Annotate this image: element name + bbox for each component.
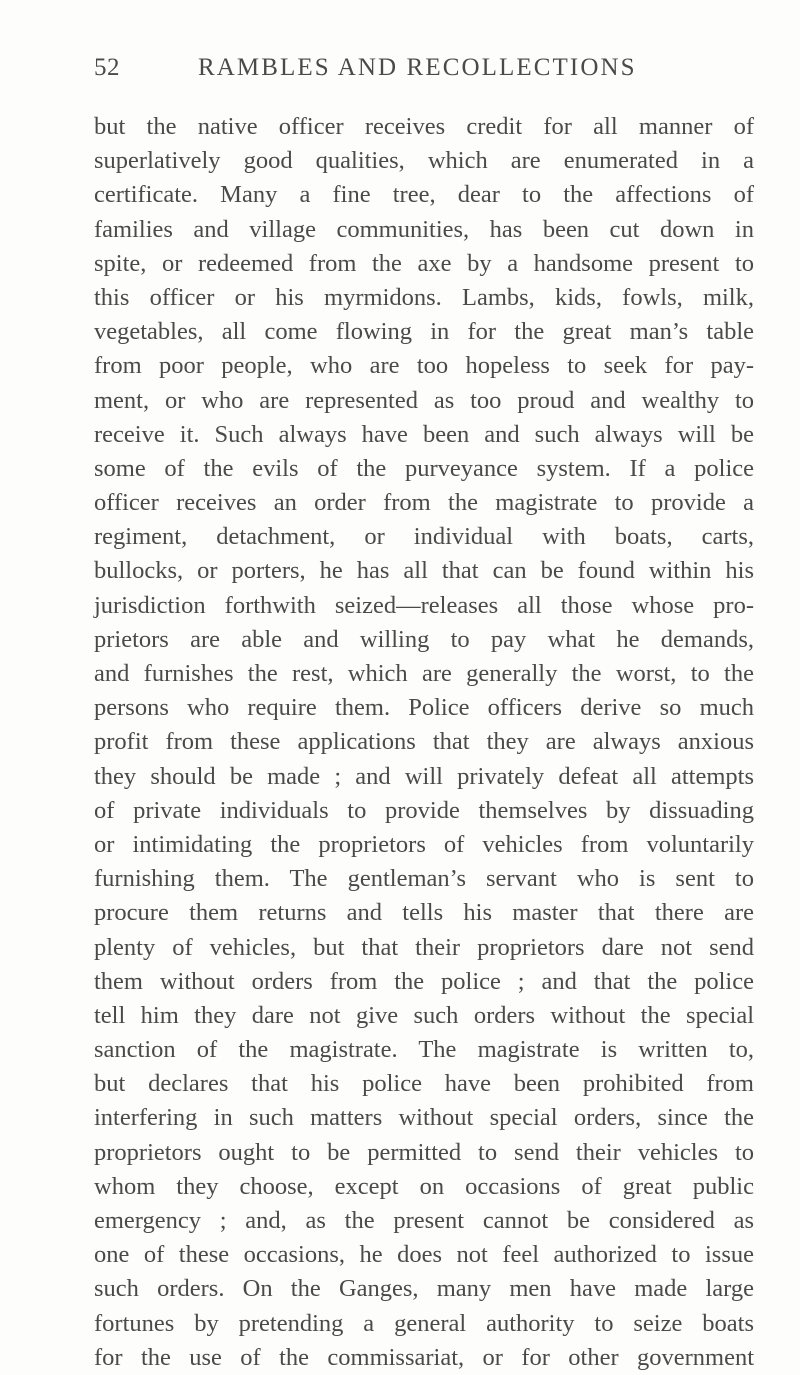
text-line: prietors are able and willing to pay what he demands, (94, 625, 754, 653)
text-line: whom they choose, except on occasions of great public (94, 1172, 754, 1200)
text-line: furnishing them. The gentleman’s servant who is sent to (94, 865, 754, 893)
text-line: from poor people, who are too hopeless to seek for pay- (94, 352, 754, 380)
text-line: fortunes by pretending a general authority to seize boats (94, 1309, 754, 1337)
text-line: regiment, detachment, or individual with boats, carts, (94, 523, 754, 551)
text-line: but the native officer receives credit for all manner of (94, 113, 754, 140)
text-line: and furnishes the rest, which are generally the worst, to the (94, 660, 754, 687)
text-line: emergency ; and, as the present cannot be considered as (94, 1207, 754, 1234)
text-line: one of these occasions, he does not feel authorized to issue (94, 1241, 754, 1269)
text-line: superlatively good qualities, which are enumerated in a (94, 147, 754, 175)
text-line: this officer or his myrmidons. Lambs, kids, fowls, milk, (94, 283, 754, 311)
running-head: RAMBLES AND RECOLLECTIONS (198, 54, 637, 81)
text-line: persons who require them. Police officers derive so much (94, 694, 754, 722)
body-text (94, 110, 754, 1375)
text-line: they should be made ; and will privately defeat all attempts (94, 762, 754, 790)
text-line: officer receives an order from the magistrate to provide a (94, 489, 754, 517)
text-line: for the use of the commissariat, or for other government (94, 1343, 754, 1371)
text-line: ment, or who are represented as too proud and wealthy to (94, 386, 754, 414)
text-line: them without orders from the police ; and that the police (94, 967, 754, 995)
text-line: but declares that his police have been prohibited from (94, 1070, 754, 1098)
text-line: plenty of vehicles, but that their proprietors dare not send (94, 933, 754, 961)
text-line: spite, or redeemed from the axe by a handsome present to (94, 249, 754, 277)
text-line: families and village communities, has been cut down in (94, 215, 754, 243)
text-line: receive it. Such always have been and such always will be (94, 420, 754, 448)
text-line: tell him they dare not give such orders without the special (94, 1001, 754, 1029)
page-number: 52 (94, 54, 120, 81)
text-line: of private individuals to provide themselves by dissuading (94, 796, 754, 824)
text-line: such orders. On the Ganges, many men have made large (94, 1275, 754, 1303)
text-line: certificate. Many a fine tree, dear to the affections of (94, 181, 754, 209)
text-line: bullocks, or porters, he has all that can be found within his (94, 557, 754, 585)
text-line: procure them returns and tells his master that there are (94, 899, 754, 927)
text-line: jurisdiction forthwith seized—releases all those whose pro- (94, 591, 754, 619)
text-line: interfering in such matters without special orders, since the (94, 1104, 754, 1132)
text-line: profit from these applications that they are always anxious (94, 728, 754, 756)
text-line: sanction of the magistrate. The magistrate is written to, (94, 1036, 754, 1064)
page-header (94, 54, 740, 94)
text-line: proprietors ought to be permitted to send their vehicles to (94, 1138, 754, 1166)
text-line: or intimidating the proprietors of vehicles from voluntarily (94, 830, 754, 858)
text-line: vegetables, all come flowing in for the great man’s table (94, 318, 754, 346)
text-line: some of the evils of the purveyance system. If a police (94, 454, 754, 482)
